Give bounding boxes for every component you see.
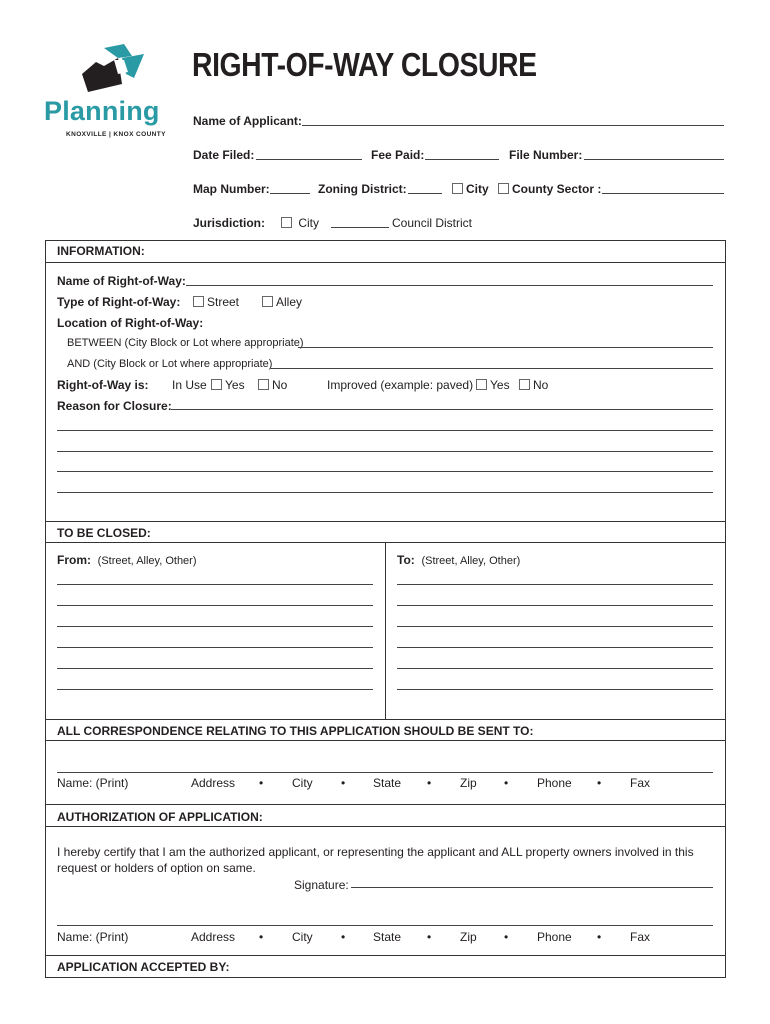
auth-name-label: Name: (Print)	[57, 930, 129, 944]
improved-yes-option[interactable]: Yes	[476, 378, 510, 392]
to-line[interactable]	[397, 668, 713, 669]
improved-no-option[interactable]: No	[519, 378, 548, 392]
bullet: •	[259, 776, 264, 790]
map-number-field[interactable]	[270, 193, 310, 194]
reason-line[interactable]	[57, 471, 713, 472]
fee-paid-field[interactable]	[425, 159, 499, 160]
divider	[45, 740, 725, 741]
zoning-district-label: Zoning District:	[318, 182, 407, 196]
bullet: •	[504, 930, 509, 944]
zoning-district-field[interactable]	[408, 193, 442, 194]
correspondence-zip-label: Zip	[460, 776, 477, 790]
bullet: •	[259, 930, 264, 944]
auth-state-label: State	[373, 930, 402, 944]
auth-address-label: Address	[191, 930, 236, 944]
name-of-row-label: Name of Right-of-Way:	[57, 274, 186, 288]
in-use-yes-option[interactable]: Yes	[211, 378, 245, 392]
between-label: BETWEEN (City Block or Lot where appropriate)	[67, 337, 304, 349]
city-checkbox[interactable]	[452, 183, 463, 194]
reason-line[interactable]	[57, 430, 713, 431]
correspondence-phone-label: Phone	[537, 776, 572, 790]
name-of-applicant-label: Name of Applicant:	[193, 114, 302, 128]
divider	[45, 521, 725, 522]
and-label: AND (City Block or Lot where appropriate)	[67, 358, 273, 370]
divider	[45, 955, 725, 956]
correspondence-city-label: City	[292, 776, 313, 790]
signature-label: Signature:	[294, 878, 349, 892]
column-divider	[385, 542, 386, 719]
date-filed-label: Date Filed:	[193, 148, 255, 162]
from-line[interactable]	[57, 584, 373, 585]
to-line[interactable]	[397, 626, 713, 627]
from-label: From: (Street, Alley, Other)	[57, 553, 197, 567]
correspondence-address-label: Address	[191, 776, 236, 790]
in-use-no-checkbox[interactable]	[258, 379, 269, 390]
from-line[interactable]	[57, 668, 373, 669]
information-heading: INFORMATION:	[57, 244, 145, 258]
bullet: •	[504, 776, 509, 790]
divider	[45, 262, 725, 263]
reason-line[interactable]	[57, 492, 713, 493]
to-line[interactable]	[397, 584, 713, 585]
name-of-row-field[interactable]	[186, 285, 713, 286]
to-line[interactable]	[397, 647, 713, 648]
from-line[interactable]	[57, 647, 373, 648]
signature-field[interactable]	[351, 887, 713, 888]
file-number-label: File Number:	[509, 148, 583, 162]
file-number-field[interactable]	[584, 159, 724, 160]
bullet: •	[341, 930, 346, 944]
reason-label: Reason for Closure:	[57, 399, 172, 413]
bullet: •	[597, 930, 602, 944]
council-district-field[interactable]	[331, 227, 389, 228]
jurisdiction-city-option[interactable]: City	[281, 216, 319, 230]
city-option[interactable]: City	[452, 182, 489, 196]
and-field[interactable]	[270, 368, 713, 369]
planning-logo	[42, 44, 182, 144]
application-accepted-heading: APPLICATION ACCEPTED BY:	[57, 960, 230, 974]
bullet: •	[341, 776, 346, 790]
type-of-row-label: Type of Right-of-Way:	[57, 295, 181, 309]
planning-logo-text: Planning	[44, 96, 160, 126]
council-district-label: Council District	[392, 216, 473, 230]
alley-option[interactable]: Alley	[262, 295, 302, 309]
improved-no-checkbox[interactable]	[519, 379, 530, 390]
in-use-label: In Use	[172, 378, 207, 392]
authorization-line[interactable]	[57, 925, 713, 926]
auth-fax-label: Fax	[630, 930, 651, 944]
bullet: •	[427, 930, 432, 944]
county-sector-checkbox[interactable]	[498, 183, 509, 194]
in-use-no-option[interactable]: No	[258, 378, 287, 392]
page-title: RIGHT-OF-WAY CLOSURE	[192, 46, 537, 83]
correspondence-state-label: State	[373, 776, 402, 790]
auth-zip-label: Zip	[460, 930, 477, 944]
street-checkbox[interactable]	[193, 296, 204, 307]
jurisdiction-city-checkbox[interactable]	[281, 217, 292, 228]
divider	[45, 804, 725, 805]
correspondence-line[interactable]	[57, 772, 713, 773]
to-line[interactable]	[397, 605, 713, 606]
auth-city-label: City	[292, 930, 313, 944]
in-use-yes-checkbox[interactable]	[211, 379, 222, 390]
auth-phone-label: Phone	[537, 930, 572, 944]
fee-paid-label: Fee Paid:	[371, 148, 425, 162]
date-filed-field[interactable]	[256, 159, 362, 160]
correspondence-name-label: Name: (Print)	[57, 776, 129, 790]
improved-label: Improved (example: paved)	[327, 378, 474, 392]
county-sector-option[interactable]: County Sector :	[498, 182, 601, 196]
between-field[interactable]	[298, 347, 713, 348]
street-option[interactable]: Street	[193, 295, 239, 309]
reason-line[interactable]	[57, 451, 713, 452]
alley-checkbox[interactable]	[262, 296, 273, 307]
from-line[interactable]	[57, 626, 373, 627]
correspondence-fax-label: Fax	[630, 776, 651, 790]
improved-yes-checkbox[interactable]	[476, 379, 487, 390]
to-be-closed-heading: TO BE CLOSED:	[57, 526, 151, 540]
divider	[45, 719, 725, 720]
county-sector-field[interactable]	[602, 193, 724, 194]
jurisdiction-label: Jurisdiction:	[193, 216, 266, 230]
planning-logo-subtitle: KNOXVILLE | KNOX COUNTY	[66, 131, 166, 138]
to-line[interactable]	[397, 689, 713, 690]
bullet: •	[597, 776, 602, 790]
planning-logo-mark-icon	[78, 44, 148, 94]
reason-field[interactable]	[171, 409, 713, 410]
name-of-applicant-field[interactable]	[302, 125, 724, 126]
authorization-heading: AUTHORIZATION OF APPLICATION:	[57, 810, 263, 824]
to-label: To: (Street, Alley, Other)	[397, 553, 521, 567]
correspondence-heading: ALL CORRESPONDENCE RELATING TO THIS APPLICATION SHOULD BE SENT TO:	[57, 724, 534, 738]
map-number-label: Map Number:	[193, 182, 270, 196]
from-line[interactable]	[57, 605, 373, 606]
divider	[45, 826, 725, 827]
bullet: •	[427, 776, 432, 790]
row-is-label: Right-of-Way is:	[57, 378, 149, 392]
location-label: Location of Right-of-Way:	[57, 316, 204, 330]
certify-text: I hereby certify that I am the authorized applicant, or representing the applicant and ALL property owners involved in this request or holders of option on same.	[57, 845, 694, 875]
from-line[interactable]	[57, 689, 373, 690]
